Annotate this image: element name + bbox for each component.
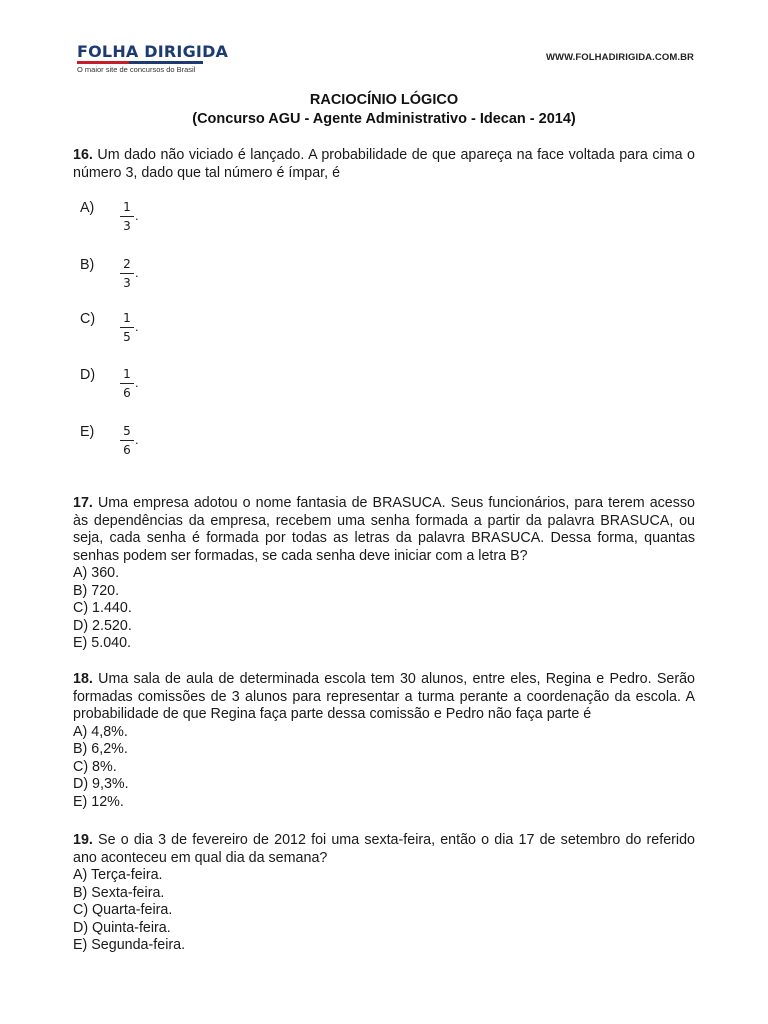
question-19 (73, 832, 695, 955)
fraction-numerator: 5 (123, 424, 131, 438)
q19-option-d[interactable]: D) Quinta-feira. (73, 919, 171, 936)
fraction (120, 257, 134, 291)
fraction-denominator: 5 (123, 330, 131, 344)
q19-option-b[interactable]: B) Sexta-feira. (73, 884, 165, 901)
option-period: . (135, 375, 139, 390)
fraction-denominator: 6 (123, 443, 131, 457)
q17-option-e[interactable]: E) 5.040. (73, 635, 132, 651)
logo-underline (77, 61, 203, 64)
q17-option-c[interactable]: C) 1.440. (73, 600, 132, 616)
fraction-bar (120, 327, 134, 328)
question-number: 17. (73, 495, 93, 511)
fraction-bar (120, 383, 134, 384)
q18-option-a[interactable]: A) 4,8%. (73, 723, 128, 740)
fraction-denominator: 3 (123, 219, 131, 233)
question-number: 19. (73, 832, 93, 848)
question-body: Uma sala de aula de determinada escola tem 30 alunos, entre eles, Regina e Pedro. Serão formadas comissões de 3 alunos para representar a turma perante a coordenação da escola. A probabilidade de que Regina faça parte dessa comissão e Pedro não faça parte é (73, 671, 695, 722)
question-number: 16. (73, 147, 93, 163)
option-letter: A) (80, 200, 95, 216)
question-17-text (73, 495, 695, 565)
option-letter: B) (80, 257, 95, 273)
q16-option-b[interactable] (80, 257, 180, 301)
fraction-bar (120, 216, 134, 217)
q17-option-d[interactable]: D) 2.520. (73, 617, 132, 634)
document-title (0, 91, 768, 129)
fraction (120, 367, 134, 401)
option-period: . (135, 432, 139, 447)
option-period: . (135, 319, 139, 334)
fraction-numerator: 1 (123, 367, 131, 381)
question-number: 18. (73, 671, 93, 687)
fraction (120, 200, 134, 234)
title-line-1: RACIOCÍNIO LÓGICO (309, 92, 459, 108)
q16-option-e[interactable] (80, 424, 180, 468)
q17-option-a[interactable]: A) 360. (73, 565, 120, 581)
fraction-bar (120, 273, 134, 274)
question-body: Se o dia 3 de fevereiro de 2012 foi uma sexta-feira, então o dia 17 de setembro do referido ano aconteceu em qual dia da semana? (73, 832, 695, 866)
fraction (120, 311, 134, 345)
question-17 (73, 495, 695, 653)
fraction-numerator: 2 (123, 257, 131, 271)
q19-option-c[interactable]: C) Quarta-feira. (73, 902, 173, 918)
q16-option-c[interactable] (80, 311, 180, 355)
question-19-text (73, 832, 695, 867)
site-url[interactable]: WWW.FOLHADIRIGIDA.COM.BR (545, 52, 694, 63)
q17-option-b[interactable]: B) 720. (73, 582, 120, 599)
fraction-denominator: 6 (123, 386, 131, 400)
question-16-text (73, 147, 695, 182)
option-letter: C) (80, 311, 96, 327)
title-line-2: (Concurso AGU - Agente Administrativo - Idecan - 2014) (192, 111, 576, 127)
question-body: Um dado não viciado é lançado. A probabilidade de que apareça na face voltada para cima o número 3, dado que tal número é ímpar, é (73, 147, 695, 181)
q19-option-a[interactable]: A) Terça-feira. (73, 867, 163, 883)
q16-option-d[interactable] (80, 367, 180, 411)
q18-option-e[interactable]: E) 12%. (73, 793, 124, 810)
page-header (0, 0, 768, 80)
fraction-denominator: 3 (123, 276, 131, 290)
fraction (120, 424, 134, 458)
folha-dirigida-logo[interactable] (77, 44, 228, 74)
question-16 (73, 147, 695, 182)
question-body: Uma empresa adotou o nome fantasia de BRASUCA. Seus funcionários, para terem acesso às dependências da empresa, recebem uma senha formada a partir da palavra BRASUCA, ou seja, cada senha é formada por todas as letras da palavra BRASUCA. Dessa forma, quantas senhas podem ser formadas, se cada senha deve iniciar com a letra B? (73, 495, 695, 564)
q18-option-b[interactable]: B) 6,2%. (73, 741, 128, 757)
logo-subtitle: O maior site de concursos do Brasil (77, 65, 196, 74)
option-letter: E) (80, 424, 95, 440)
question-18 (73, 671, 695, 811)
q18-option-d[interactable]: D) 9,3%. (73, 776, 129, 792)
q18-option-c[interactable]: C) 8%. (73, 758, 117, 775)
option-period: . (135, 265, 139, 280)
option-period: . (135, 208, 139, 223)
option-letter: D) (80, 367, 96, 383)
question-18-text (73, 671, 695, 724)
q16-option-a[interactable] (80, 200, 180, 244)
fraction-bar (120, 440, 134, 441)
fraction-numerator: 1 (123, 200, 131, 214)
fraction-numerator: 1 (123, 311, 131, 325)
logo-title: FOLHA DIRIGIDA (77, 42, 229, 61)
q19-option-e[interactable]: E) Segunda-feira. (73, 937, 186, 953)
